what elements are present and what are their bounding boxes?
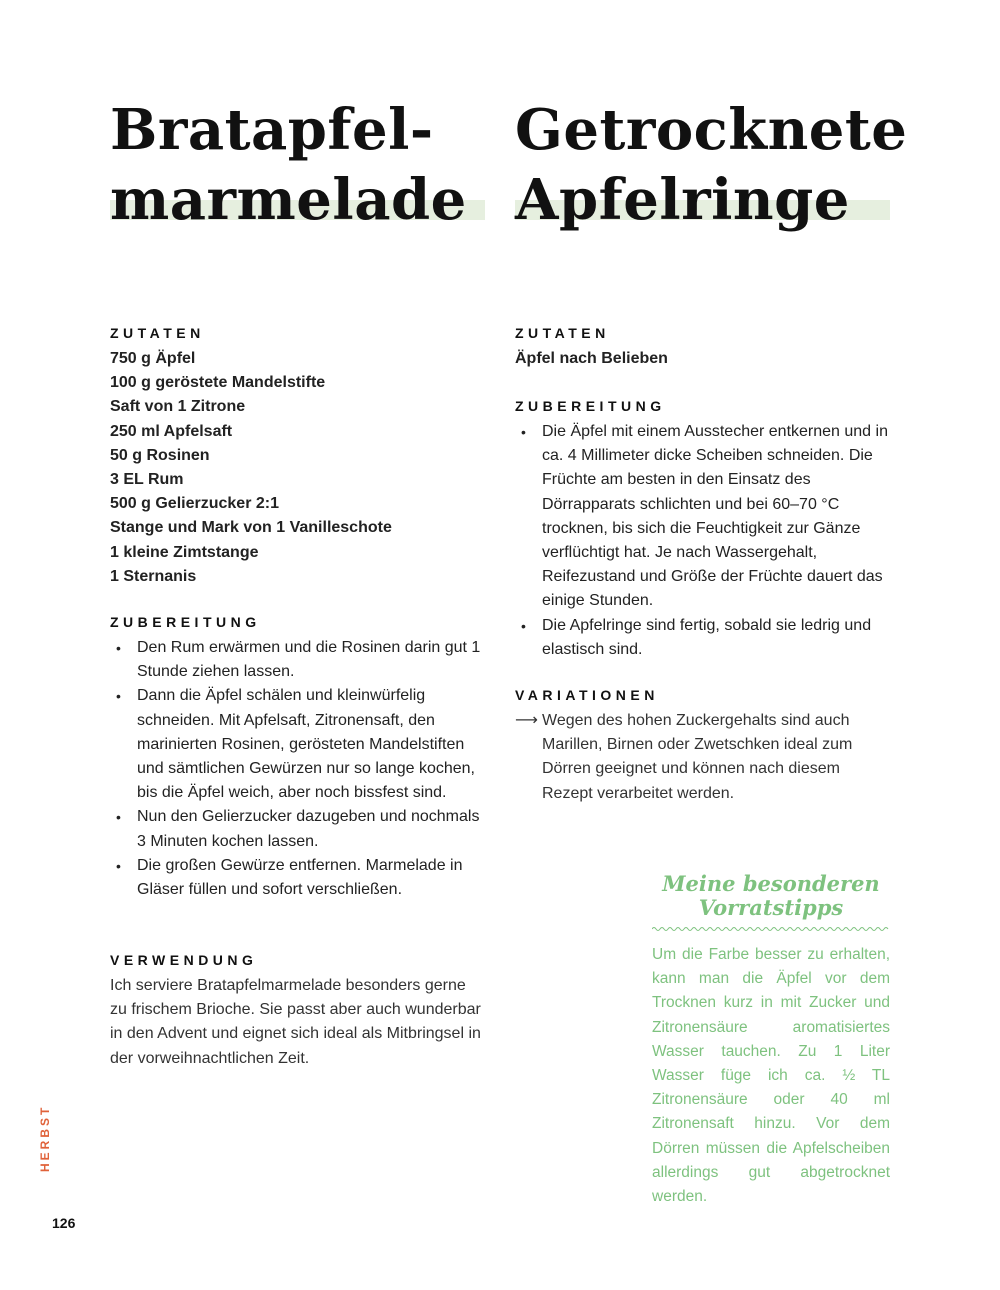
usage-heading: VERWENDUNG [110, 952, 258, 968]
step-text: Dann die Äpfel schälen und kleinwürfelig schneiden. Mit Apfelsaft, Zitronensaft, den marinierten Rosinen, gerösteten Mandelstiften und sämtlichen Gewürzen nur so lange kochen, bis die Äpfel weich, aber noch bissfest sind. [137, 687, 475, 802]
step-item [110, 854, 485, 902]
variations-section [515, 685, 890, 806]
step-item [110, 636, 485, 684]
title-line: marmelade [110, 167, 467, 233]
ingredient-item: 1 kleine Zimtstange [110, 543, 259, 561]
step-text: Die Äpfel mit einem Ausstecher entkernen und in ca. 4 Millimeter dicke Scheiben schneiden. Die Früchte am besten in den Einsatz des Dörrapparats schlichten und bei 60–70 °C trocknen, bis sich die Feuchtigkeit zur Gänze verflüchtigt hat. Je nach Wassergehalt, Reifezustand und Größe der Früchte dauert das einige Stunden. [542, 423, 888, 610]
ingredients-list [515, 347, 890, 371]
ingredients-section-right [515, 323, 890, 371]
step-text: Den Rum erwärmen und die Rosinen darin gut 1 Stunde ziehen lassen. [137, 639, 481, 681]
page-number: 126 [52, 1215, 76, 1231]
step-text: Nun den Gelierzucker dazugeben und nochmals 3 Minuten kochen lassen. [137, 808, 480, 850]
preparation-heading: ZUBEREITUNG [515, 398, 666, 414]
step-text: Die Apfelringe sind fertig, sobald sie ledrig und elastisch sind. [542, 616, 872, 658]
title-line: Getrocknete [515, 97, 908, 163]
ingredient-item: 50 g Rosinen [110, 446, 210, 464]
ingredient-item: Stange und Mark von 1 Vanilleschote [110, 519, 392, 537]
step-item [515, 614, 890, 662]
ingredients-list [110, 347, 485, 589]
variation-item [515, 709, 890, 806]
bullet-icon: • [116, 809, 121, 826]
ingredient-item: Saft von 1 Zitrone [110, 398, 246, 416]
steps-list [515, 420, 890, 662]
tips-title: Meine besonderen Vorratstipps [662, 871, 880, 920]
ingredients-heading: ZUTATEN [110, 325, 205, 341]
chapter-side-label: HERBST [38, 1104, 52, 1172]
bullet-icon: • [116, 640, 121, 656]
ingredients-heading: ZUTATEN [515, 325, 610, 341]
bullet-icon: • [521, 617, 526, 634]
preparation-heading: ZUBEREITUNG [110, 614, 261, 630]
step-text: Die großen Gewürze entfernen. Marmelade in Gläser füllen und sofort verschließen. [137, 856, 463, 899]
tips-box [652, 872, 890, 1209]
recipe-title-left [110, 95, 485, 235]
step-item [110, 684, 485, 805]
ingredient-item: 100 g geröstete Mandelstifte [110, 374, 326, 392]
usage-text: Ich serviere Bratapfelmarmelade besonders gerne zu frischem Brioche. Sie passt aber auch wunderbar in den Advent und eignet sich ideal als Mitbringsel in der vorweihnachtlichen Zeit. [110, 977, 481, 1067]
preparation-section-right [515, 396, 890, 662]
bullet-icon: • [521, 424, 526, 440]
step-item [110, 805, 485, 853]
recipe-title-right [515, 95, 908, 235]
ingredient-item: 1 Sternanis [110, 567, 197, 585]
ingredient-item: 500 g Gelierzucker 2:1 [110, 495, 279, 513]
ingredient-item: 3 EL Rum [110, 471, 184, 489]
bullet-icon: • [116, 688, 121, 705]
variation-text: Wegen des hohen Zuckergehalts sind auch Marillen, Birnen oder Zwetschken ideal zum Dörren geeignet und können nach diesem Rezept verarbeitet werden. [542, 712, 853, 802]
step-item [515, 420, 890, 614]
title-line: Bratapfel- [110, 97, 434, 163]
ingredient-item: Äpfel nach Belieben [515, 350, 668, 367]
wavy-divider-icon [652, 926, 890, 932]
ingredient-item: 750 g Äpfel [110, 350, 196, 367]
steps-list [110, 636, 485, 902]
bullet-icon: • [116, 857, 121, 874]
preparation-section-left [110, 612, 485, 902]
ingredient-item: 250 ml Apfelsaft [110, 422, 233, 440]
ingredients-section-left [110, 323, 485, 589]
tips-text: Um die Farbe besser zu erhalten, kann man die Äpfel vor dem Trocknen kurz in mit Zucker und Zitronensäure aromatisiertes Wasser tauchen. Zu 1 Liter Wasser füge ich ca. ½ TL Zitronensäure oder 40 ml Zitronensaft hinzu. Vor dem Dörren müssen die Apfelscheiben allerdings gut abgetrocknet werden. [652, 946, 890, 1206]
variations-heading: VARIATIONEN [515, 687, 659, 703]
usage-section [110, 950, 485, 1071]
arrow-right-icon: ⟶ [515, 712, 538, 729]
title-line: Apfelringe [515, 167, 850, 233]
